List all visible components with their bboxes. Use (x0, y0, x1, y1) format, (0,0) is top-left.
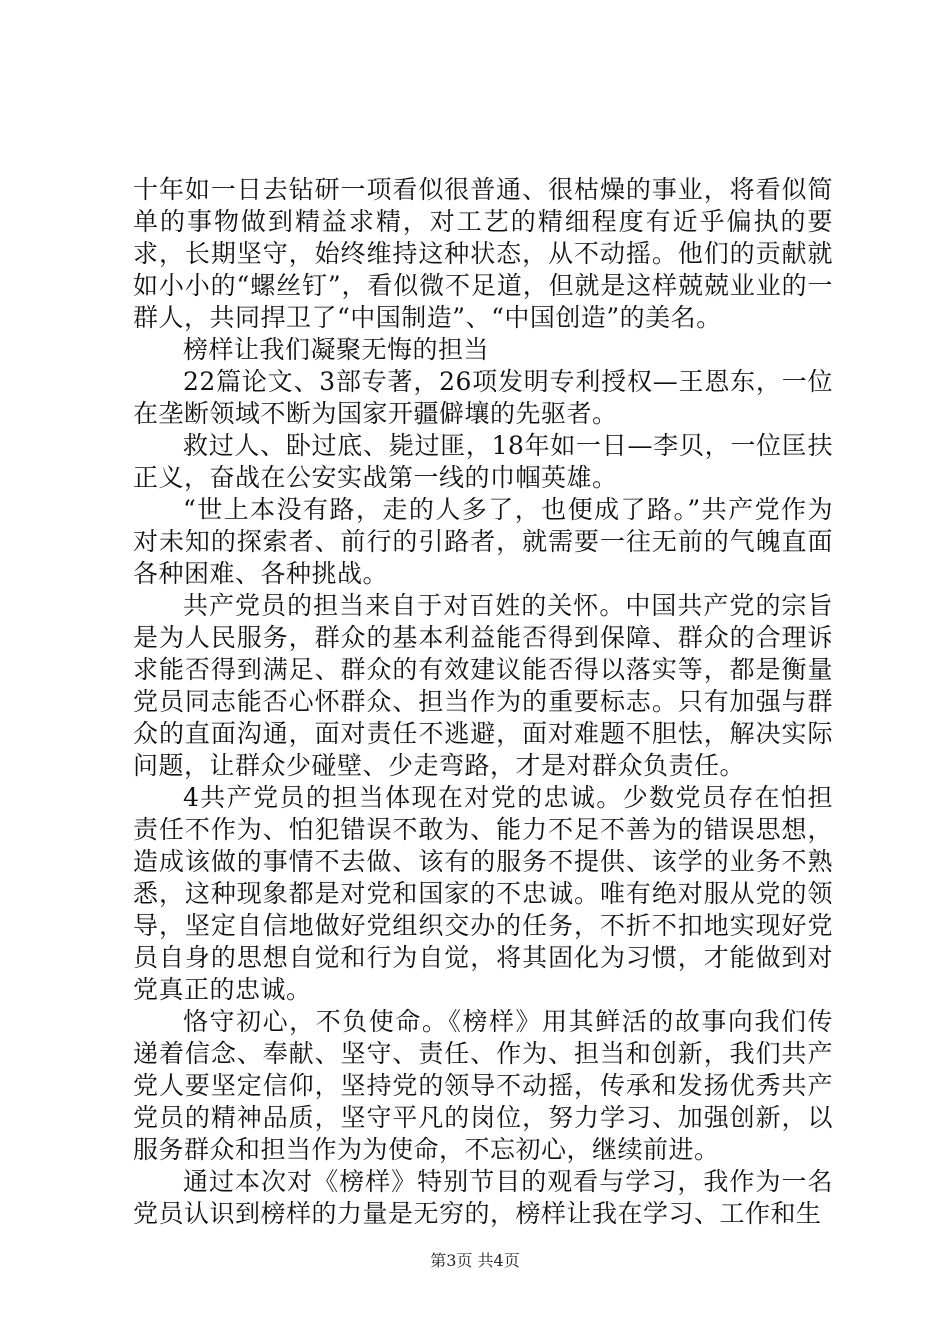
paragraph-8: 恪守初心，不负使命。《榜样》用其鲜活的故事向我们传递着信念、奉献、坚守、责任、作为、担当和创新，我们共产党人要坚定信仰，坚持党的领导不动摇，传承和发扬优秀共产党员的精神品质，坚守平凡的岗位，努力学习、加强创新，以服务群众和担当作为为使命，不忘初心，继续前进。 (133, 1007, 833, 1164)
paragraph-6: 共产党员的担当来自于对百姓的关怀。中国共产党的宗旨是为人民服务，群众的基本利益能否得到保障、群众的合理诉求能否得到满足、群众的有效建议能否得以落实等，都是衡量党员同志能否心怀群众、担当作为的重要标志。只有加强与群众的直面沟通，面对责任不逃避，面对难题不胆怯，解决实际问题，让群众少碰壁、少走弯路，才是对群众负责任。 (133, 591, 833, 780)
paragraph-9: 通过本次对《榜样》特别节目的观看与学习，我作为一名党员认识到榜样的力量是无穷的，榜样让我在学习、工作和生 (133, 1167, 833, 1228)
page-footer: 第3页 共4页 (430, 1251, 520, 1270)
paragraph-7: 4共产党员的担当体现在对党的忠诚。少数党员存在怕担责任不作为、怕犯错误不敢为、能力不足不善为的错误思想，造成该做的事情不去做、该有的服务不提供、该学的业务不熟悉，这种现象都是对党和国家的不忠诚。唯有绝对服从党的领导，坚定自信地做好党组织交办的任务，不折不扣地实现好党员自身的思想自觉和行为自觉，将其固化为习惯，才能做到对党真正的忠诚。 (133, 783, 833, 1004)
paragraph-3: 22篇论文、3部专著，26项发明专利授权—王恩东，一位在垄断领域不断为国家开疆僻壤的先驱者。 (133, 367, 833, 428)
paragraph-4: 救过人、卧过底、毙过匪，18年如一日—李贝，一位匡扶正义，奋战在公安实战第一线的巾帼英雄。 (133, 431, 833, 492)
paragraph-5: “世上本没有路，走的人多了，也便成了路。”共产党作为对未知的探索者、前行的引路者，就需要一往无前的气魄直面各种困难、各种挑战。 (133, 495, 833, 588)
paragraph-1: 十年如一日去钻研一项看似很普通、很枯燥的事业，将看似简单的事物做到精益求精，对工艺的精细程度有近乎偏执的要求，长期坚守，始终维持这种状态，从不动摇。他们的贡献就如小小的“螺丝钉”，看似微不足道，但就是这样兢兢业业的一群人，共同捍卫了“中国制造”、“中国创造”的美名。 (133, 175, 833, 332)
section-heading: 榜样让我们凝聚无悔的担当 (183, 335, 490, 364)
document-body (133, 174, 833, 1230)
